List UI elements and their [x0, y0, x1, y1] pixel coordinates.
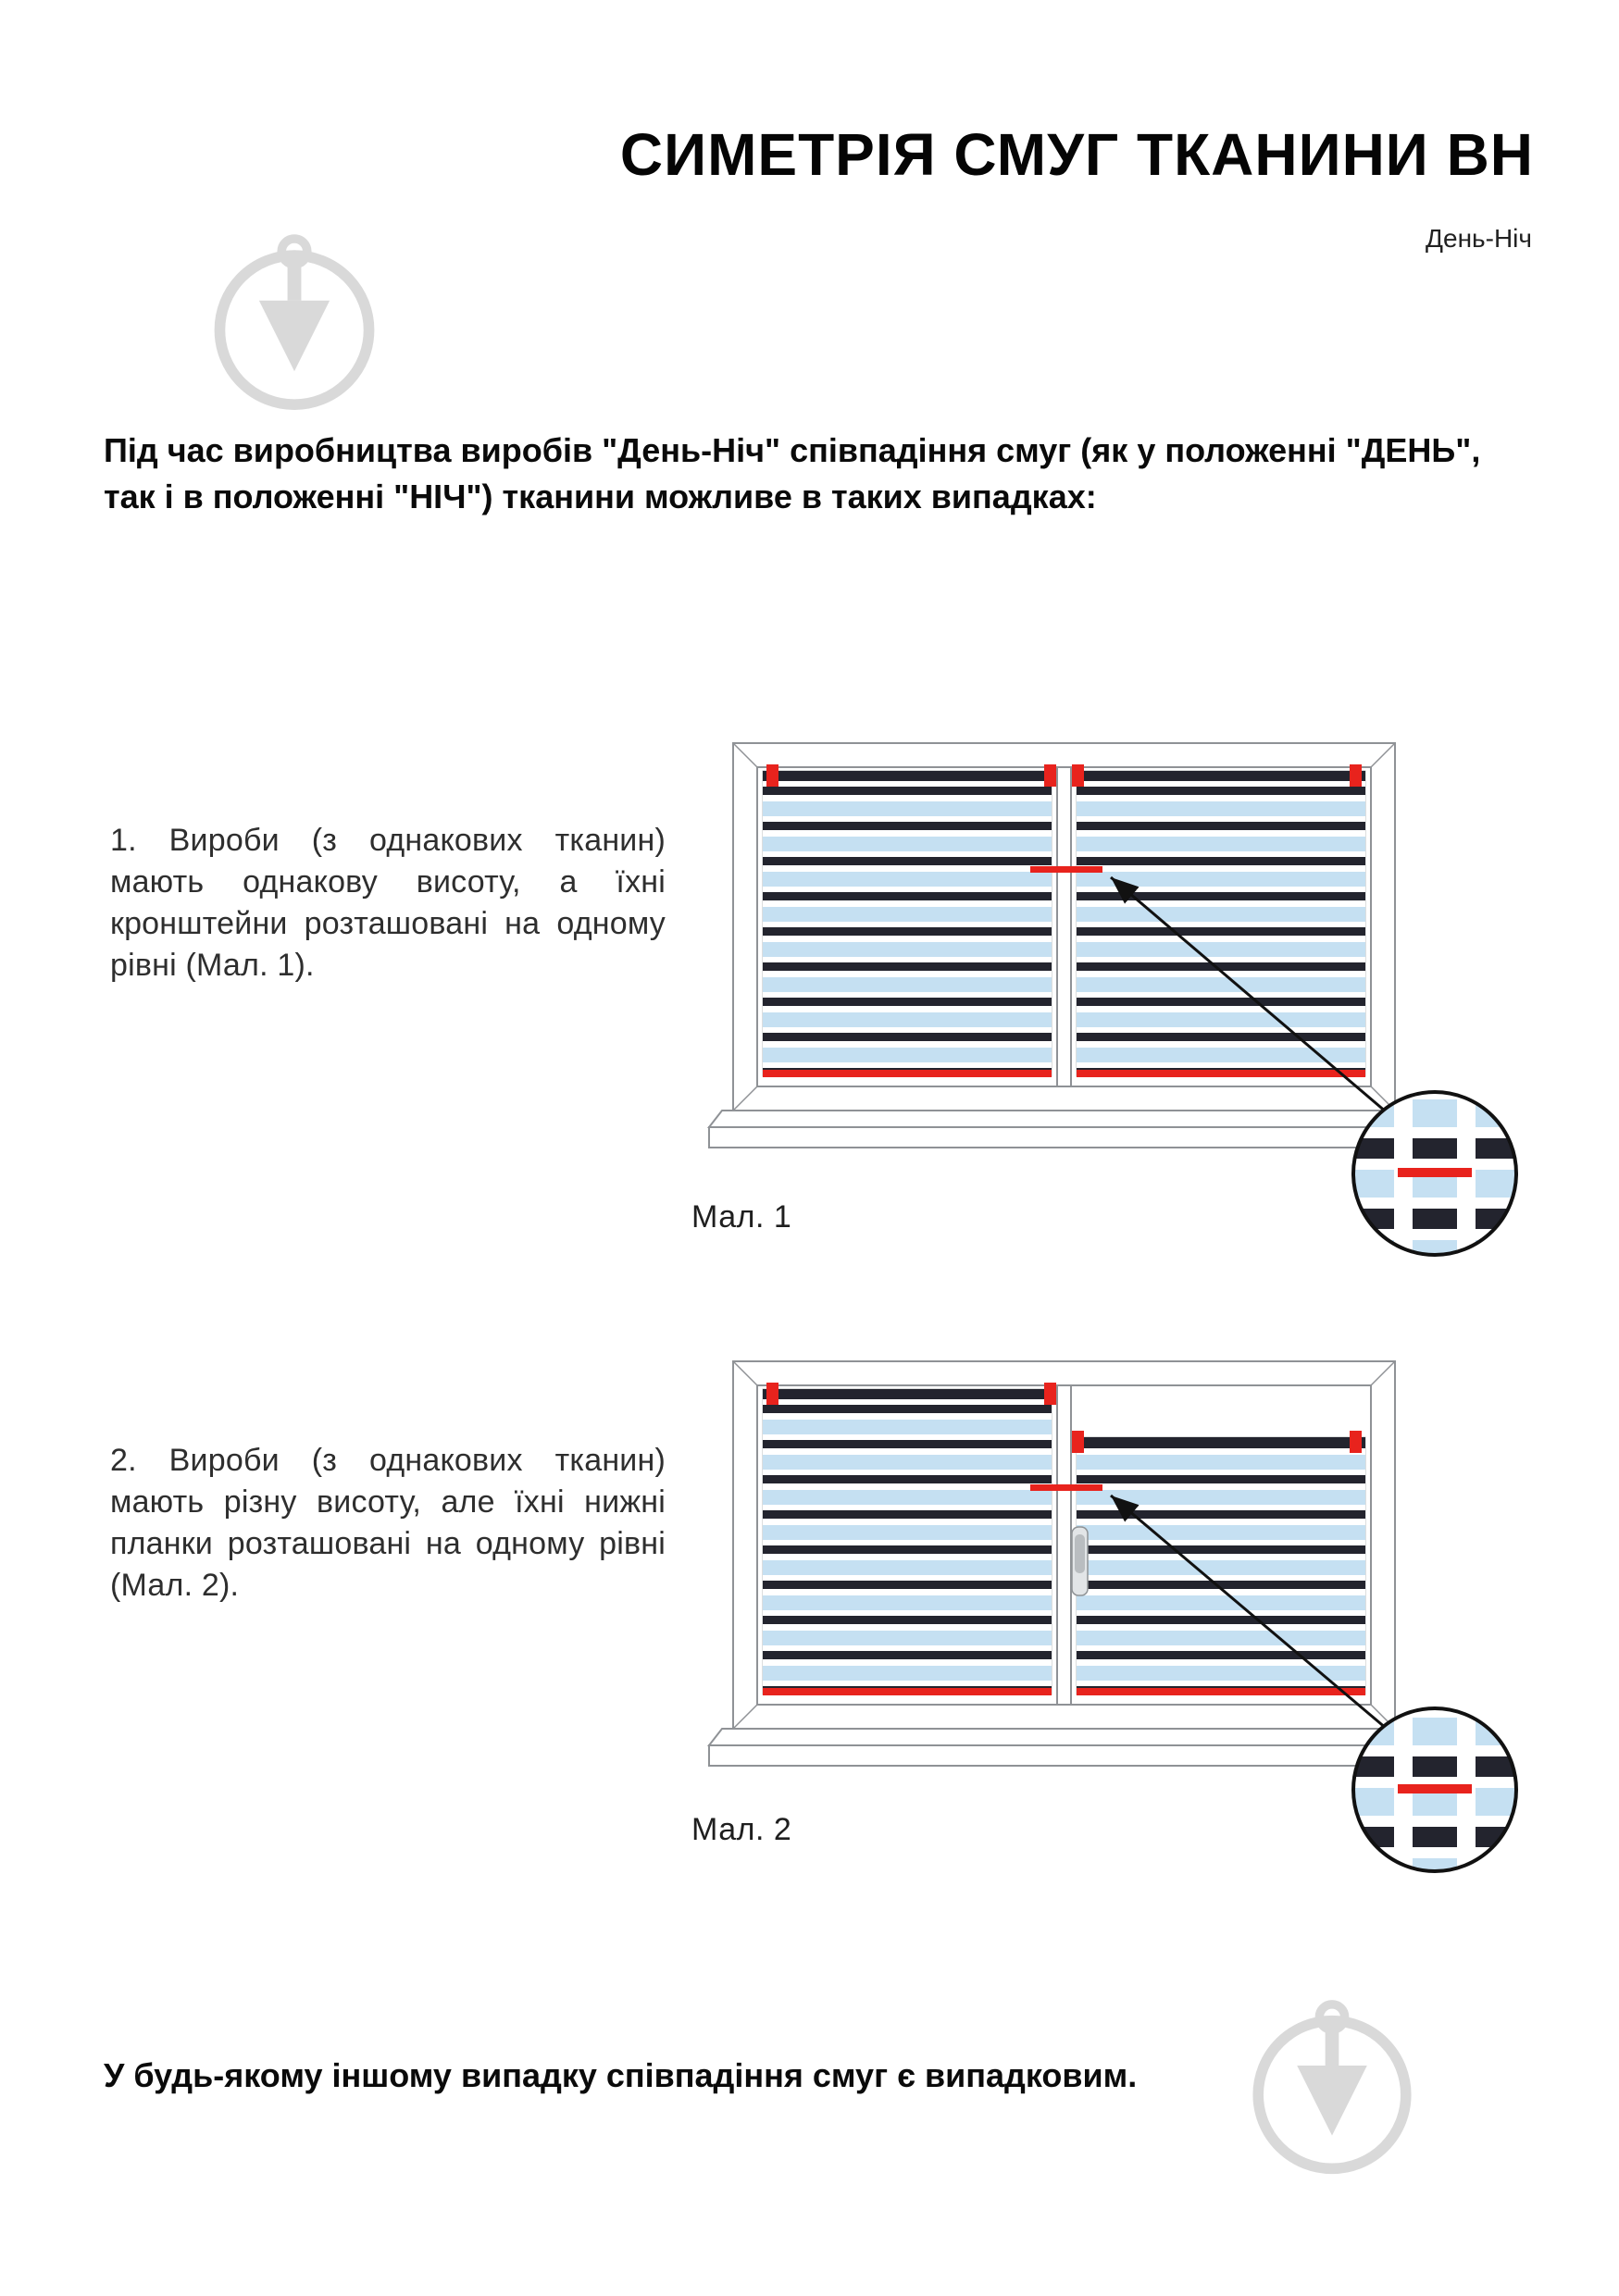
brand-watermark-icon [196, 222, 392, 418]
case-1-text: 1. Вироби (з однакових тканин) мають однакову висоту, а їхні кронштейни розташовані на одному рівні (Мал. 1). [110, 823, 666, 983]
page-title: СИМЕТРІЯ СМУГ ТКАНИНИ ВН [619, 121, 1534, 188]
footer-note: У будь-якому іншому випадку співпадіння смуг є випадковим. [104, 2056, 1138, 2094]
window-handle-icon [1072, 1527, 1088, 1595]
figure-2-caption: Мал. 2 [691, 1812, 792, 1847]
window-sill [709, 1729, 1420, 1766]
alignment-line [1030, 866, 1102, 873]
figure-1-caption: Мал. 1 [691, 1199, 792, 1235]
blind-left [763, 764, 1056, 1077]
window-sill [709, 1111, 1420, 1148]
page-subtitle: День-Ніч [1426, 224, 1532, 253]
zoom-detail-circle [1351, 1706, 1518, 1873]
intro-paragraph: Під час виробництва виробів "День-Ніч" співпадіння смуг (як у положенні "ДЕНЬ", так і в положенні "НІЧ") тканини можливе в таких випадках: [104, 431, 1481, 515]
blind-right [1072, 1431, 1365, 1695]
alignment-line [1030, 1484, 1102, 1491]
blind-right [1072, 764, 1365, 1077]
blind-left [763, 1383, 1056, 1695]
zoom-detail-circle [1351, 1090, 1518, 1257]
case-2-text: 2. Вироби (з однакових тканин) мають різну висоту, але їхні нижні планки розташовані на одному рівні (Мал. 2). [110, 1443, 666, 1603]
